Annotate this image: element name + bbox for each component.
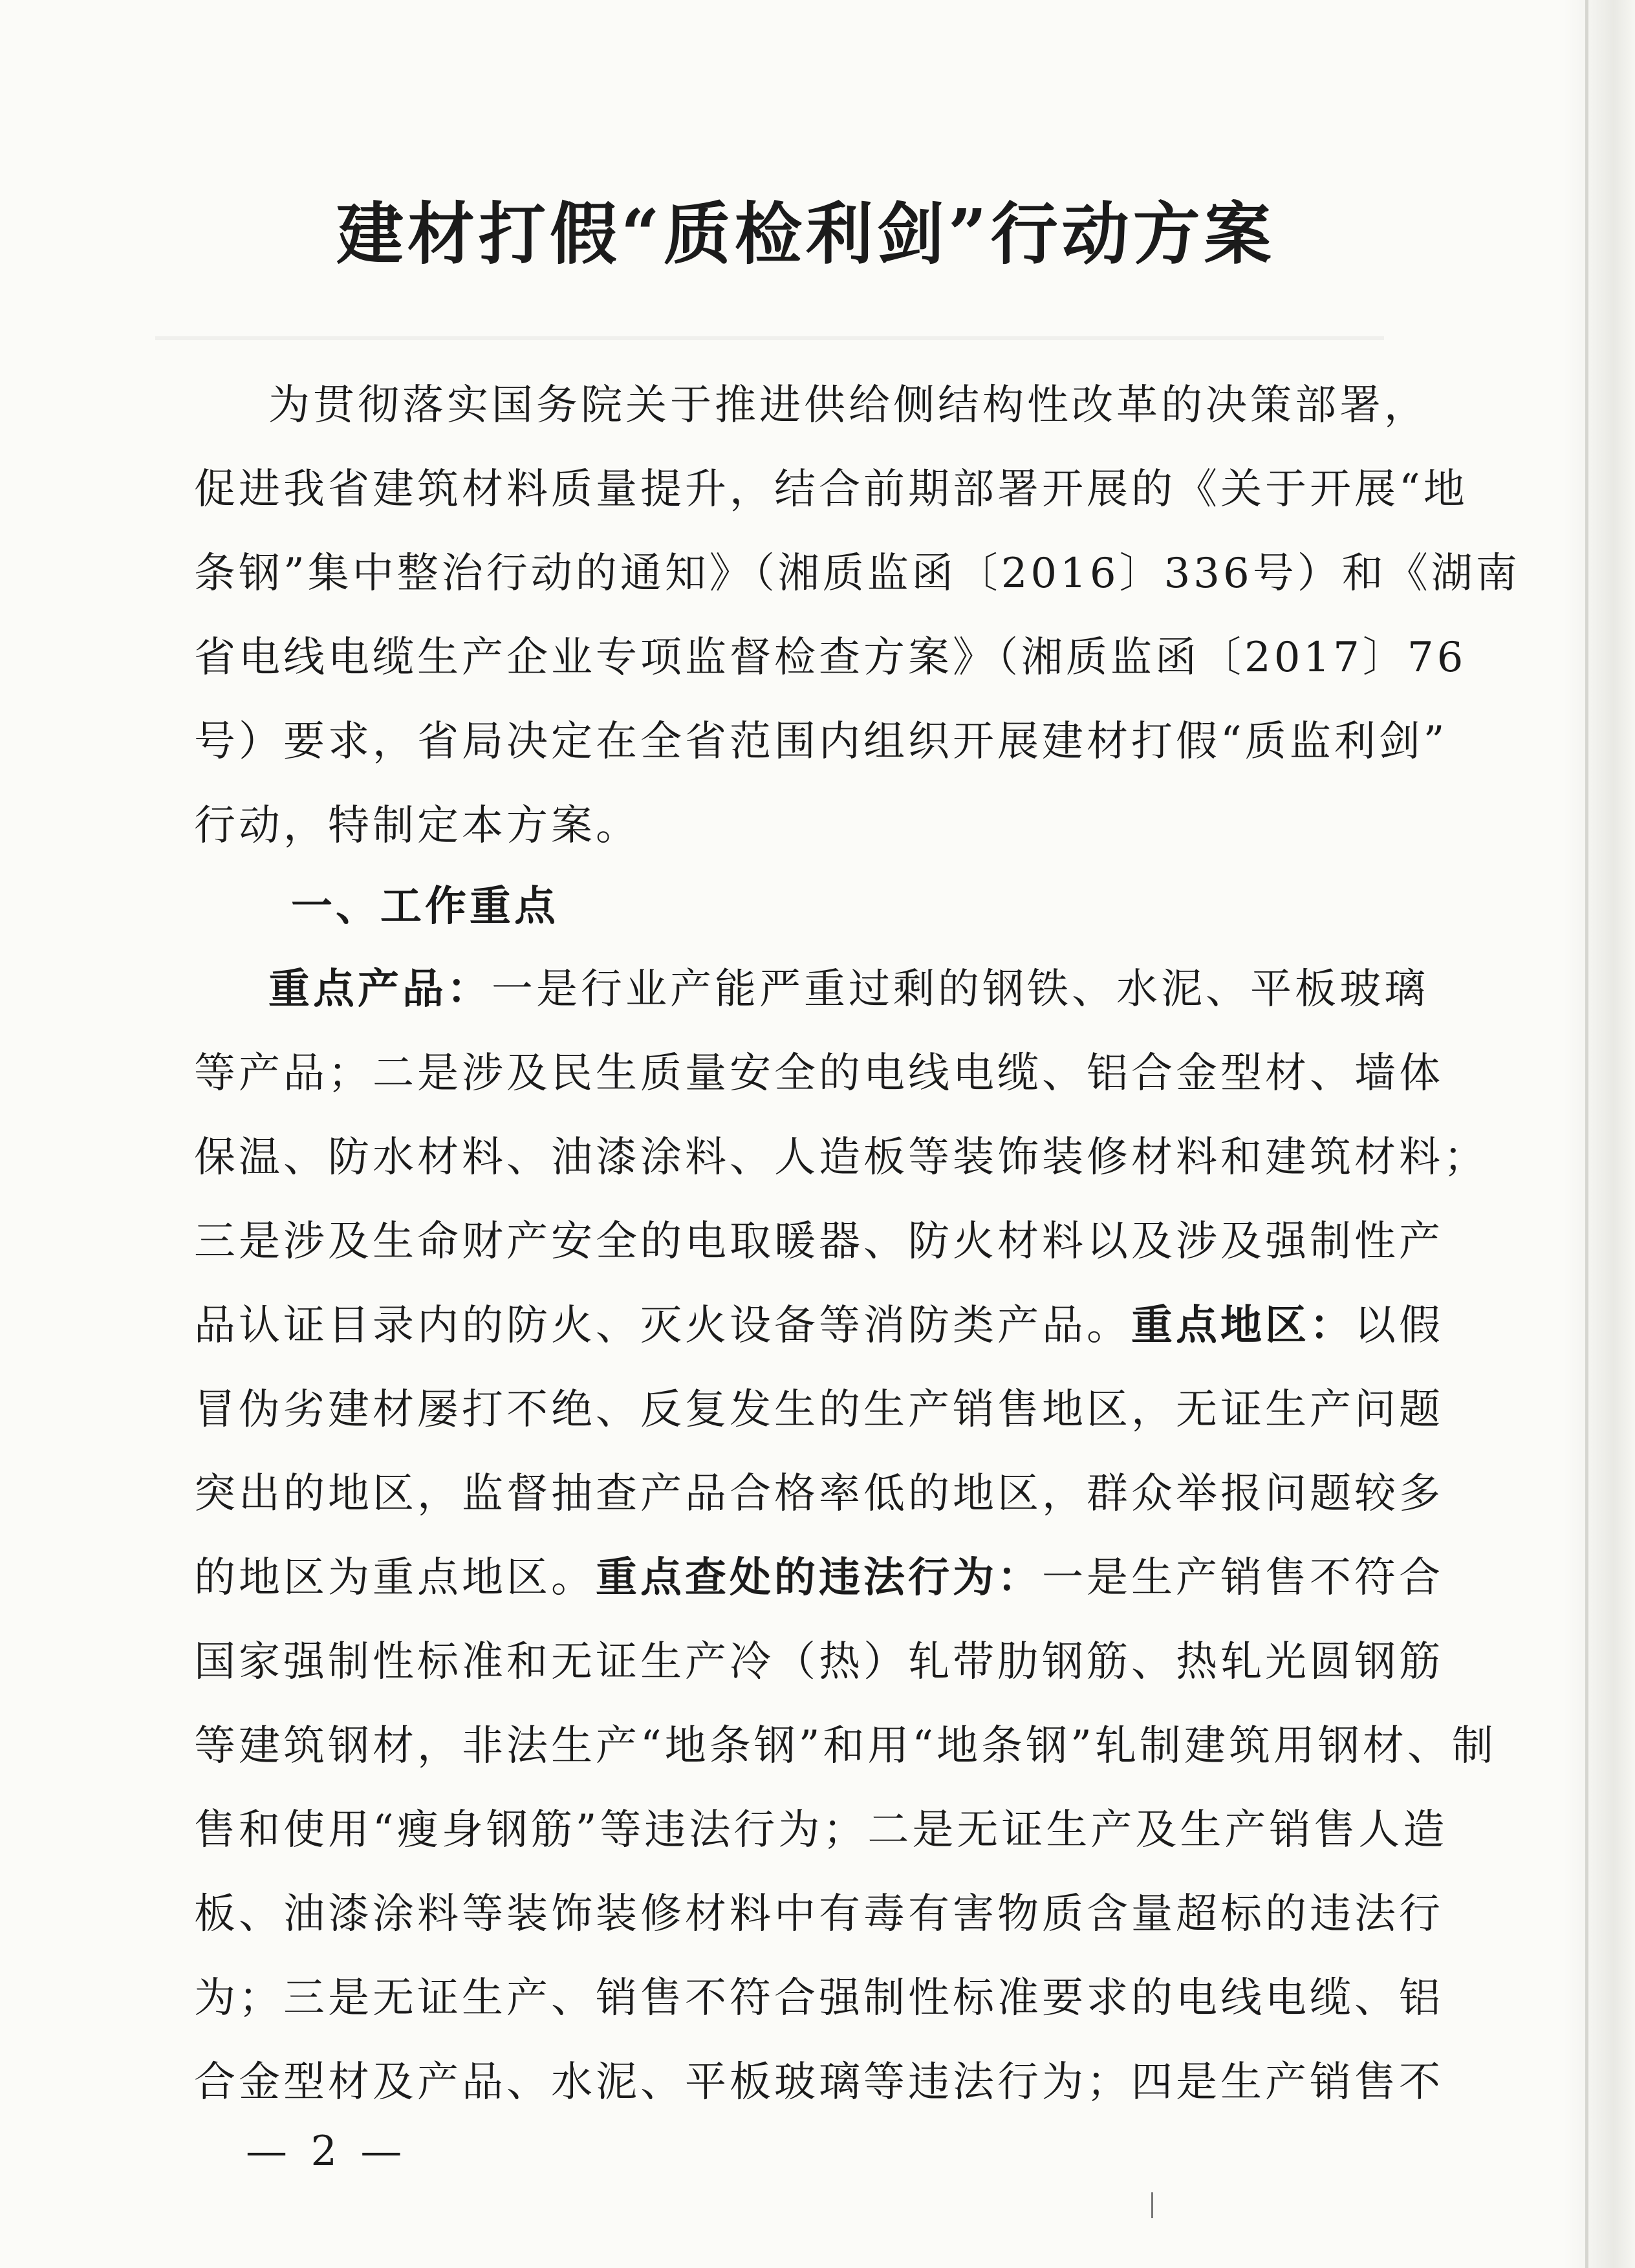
key-regions-last-text: 的地区为重点地区。 bbox=[194, 1554, 596, 1602]
violations-label: 重点查处的违法行为： bbox=[596, 1554, 1042, 1602]
page-edge-shadow bbox=[1564, 0, 1635, 2268]
violations-line-6: 为；三是无证生产、销售不符合强制性标准要求的电线电缆、铝 bbox=[194, 1974, 1444, 2022]
key-products-text: 一是行业产能严重过剩的钢铁、水泥、平板玻璃 bbox=[492, 966, 1429, 1013]
key-products-line-3: 保温、防水材料、油漆涂料、人造板等装饰装修材料和建筑材料； bbox=[194, 1134, 1488, 1182]
intro-line-6: 行动，特制定本方案。 bbox=[194, 802, 640, 850]
key-regions-start: 以假 bbox=[1354, 1302, 1444, 1350]
violations-line-5: 板、油漆涂料等装饰装修材料中有毒有害物质含量超标的违法行 bbox=[194, 1890, 1444, 1938]
key-products-regions-line bbox=[194, 1292, 1475, 1352]
page-number: — 2 — bbox=[246, 2128, 407, 2176]
intro-line-5: 号）要求，省局决定在全省范围内组织开展建材打假“质监利剑” bbox=[194, 718, 1448, 766]
intro-line-3: 条钢”集中整治行动的通知》（湘质监函〔2016〕336号）和《湖南 bbox=[194, 550, 1521, 598]
violations-line-7: 合金型材及产品、水泥、平板玻璃等违法行为；四是生产销售不 bbox=[194, 2058, 1444, 2106]
section-heading: 一、工作重点 bbox=[291, 883, 559, 931]
violations-start: 一是生产销售不符合 bbox=[1042, 1554, 1444, 1602]
key-products-label: 重点产品： bbox=[268, 966, 492, 1013]
key-products-line-2: 等产品；二是涉及民生质量安全的电线电缆、铝合金型材、墙体 bbox=[194, 1050, 1444, 1097]
page-edge-line bbox=[1585, 0, 1588, 2268]
intro-line-1: 为贯彻落实国务院关于推进供给侧结构性改革的决策部署， bbox=[268, 382, 1429, 429]
key-regions-line-3: 突出的地区，监督抽查产品合格率低的地区，群众举报问题较多 bbox=[194, 1470, 1444, 1518]
violations-line-4: 售和使用“瘦身钢筋”等违法行为；二是无证生产及生产销售人造 bbox=[194, 1806, 1448, 1854]
key-products-first-line bbox=[268, 956, 1549, 1015]
regions-violations-line bbox=[194, 1544, 1475, 1604]
violations-line-2: 国家强制性标准和无证生产冷（热）轧带肋钢筋、热轧光圆钢筋 bbox=[194, 1638, 1444, 1686]
bleed-through-rule bbox=[155, 336, 1384, 340]
key-regions-line-2: 冒伪劣建材屡打不绝、反复发生的生产销售地区，无证生产问题 bbox=[194, 1386, 1444, 1434]
key-regions-label: 重点地区： bbox=[1131, 1302, 1354, 1350]
intro-line-4: 省电线电缆生产企业专项监督检查方案》（湘质监函〔2017〕76 bbox=[194, 634, 1467, 682]
document-title: 建材打假“质检利剑”行动方案 bbox=[336, 194, 1275, 274]
key-products-last-text: 品认证目录内的防火、灭火设备等消防类产品。 bbox=[194, 1302, 1131, 1350]
scan-mark bbox=[1151, 2192, 1153, 2218]
intro-line-2: 促进我省建筑材料质量提升，结合前期部署开展的《关于开展“地 bbox=[194, 466, 1468, 513]
violations-line-3: 等建筑钢材，非法生产“地条钢”和用“地条钢”轧制建筑用钢材、制 bbox=[194, 1722, 1497, 1770]
key-products-line-4: 三是涉及生命财产安全的电取暖器、防火材料以及涉及强制性产 bbox=[194, 1218, 1444, 1266]
